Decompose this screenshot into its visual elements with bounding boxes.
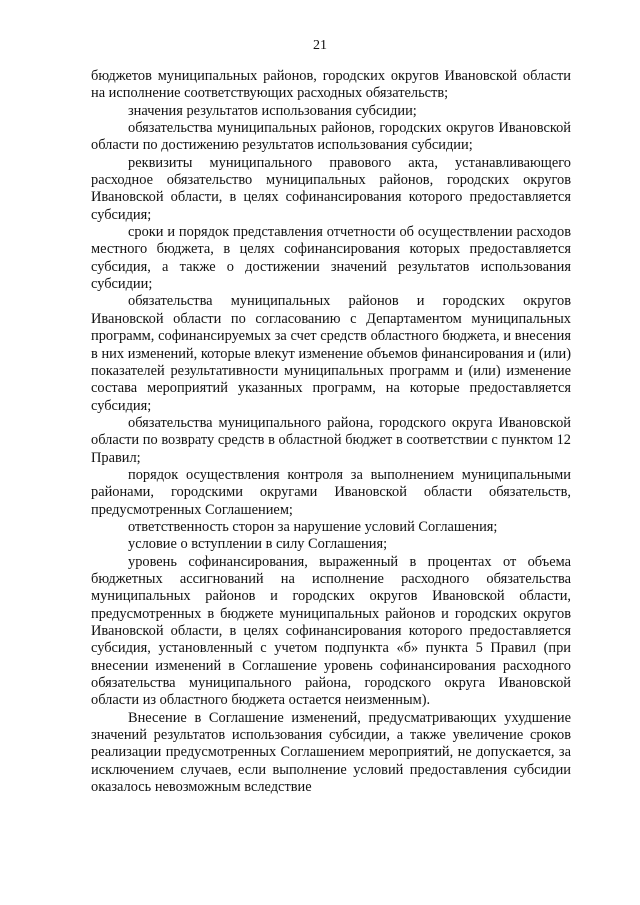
paragraph-cofinancing-level: уровень софинансирования, выраженный в процентах от объема бюджетных ассигнований на исполнение расходного обязательства муниципальных районов и городских округов Ивановской области, предусмотренных в бюджете муниципальных районов и городских округов Ивановской области, в целях софинансирования которого предоставляется субсидия, установленный с учетом подпункта «б» пункта 5 Правил (при внесении изменений в Соглашение уровень софинансирования расходного обязательства муниципального района, городского округа Ивановской области из областного бюджета остается неизменным). <box>91 553 571 709</box>
paragraph-refund-obligations: обязательства муниципального района, городского округа Ивановской области по возврату средств в областной бюджет в соответствии с пунктом 12 Правил; <box>91 414 571 466</box>
paragraph-result-values: значения результатов использования субсидии; <box>128 102 417 119</box>
paragraph-control-procedure: порядок осуществления контроля за выполнением муниципальными районами, городскими округами Ивановской области обязательств, предусмотренных Соглашением; <box>91 466 571 518</box>
paragraph-continuation: бюджетов муниципальных районов, городских округов Ивановской области на исполнение соответствующих расходных обязательств; <box>91 68 571 102</box>
document-body <box>91 68 571 796</box>
paragraph-reporting-terms: сроки и порядок представления отчетности об осуществлении расходов местного бюджета, в целях софинансирования которых предоставляется субсидия, а также о достижении значений результатов использования субсидии; <box>91 224 571 293</box>
page-number: 21 <box>313 38 327 53</box>
paragraph-amendments: Внесение в Соглашение изменений, предусматривающих ухудшение значений результатов использования субсидии, а также увеличение сроков реализации предусмотренных Соглашением мероприятий, не допускается, за исключением случаев, если выполнение условий предоставления субсидии оказалось невозможным вследствие <box>91 709 571 796</box>
paragraph-liability: ответственность сторон за нарушение условий Соглашения; <box>128 518 498 535</box>
paragraph-municipal-obligations: обязательства муниципальных районов, городских округов Ивановской области по достижению результатов использования субсидии; <box>91 120 571 154</box>
paragraph-entry-into-force: условие о вступлении в силу Соглашения; <box>128 536 388 553</box>
paragraph-legal-act-details: реквизиты муниципального правового акта, устанавливающего расходное обязательство муниципальных районов, городских округов Ивановской области, в целях софинансирования которого предоставляется субсидия; <box>91 154 571 223</box>
paragraph-program-approval: обязательства муниципальных районов и городских округов Ивановской области по согласованию с Департаментом муниципальных программ, софинансируемых за счет средств областного бюджета, и внесения в них изменений, которые влекут изменение объемов финансирования и (или) показателей результативности муниципальных программ и (или) изменение состава мероприятий указанных программ, на которые предоставляется субсидия; <box>91 293 571 414</box>
